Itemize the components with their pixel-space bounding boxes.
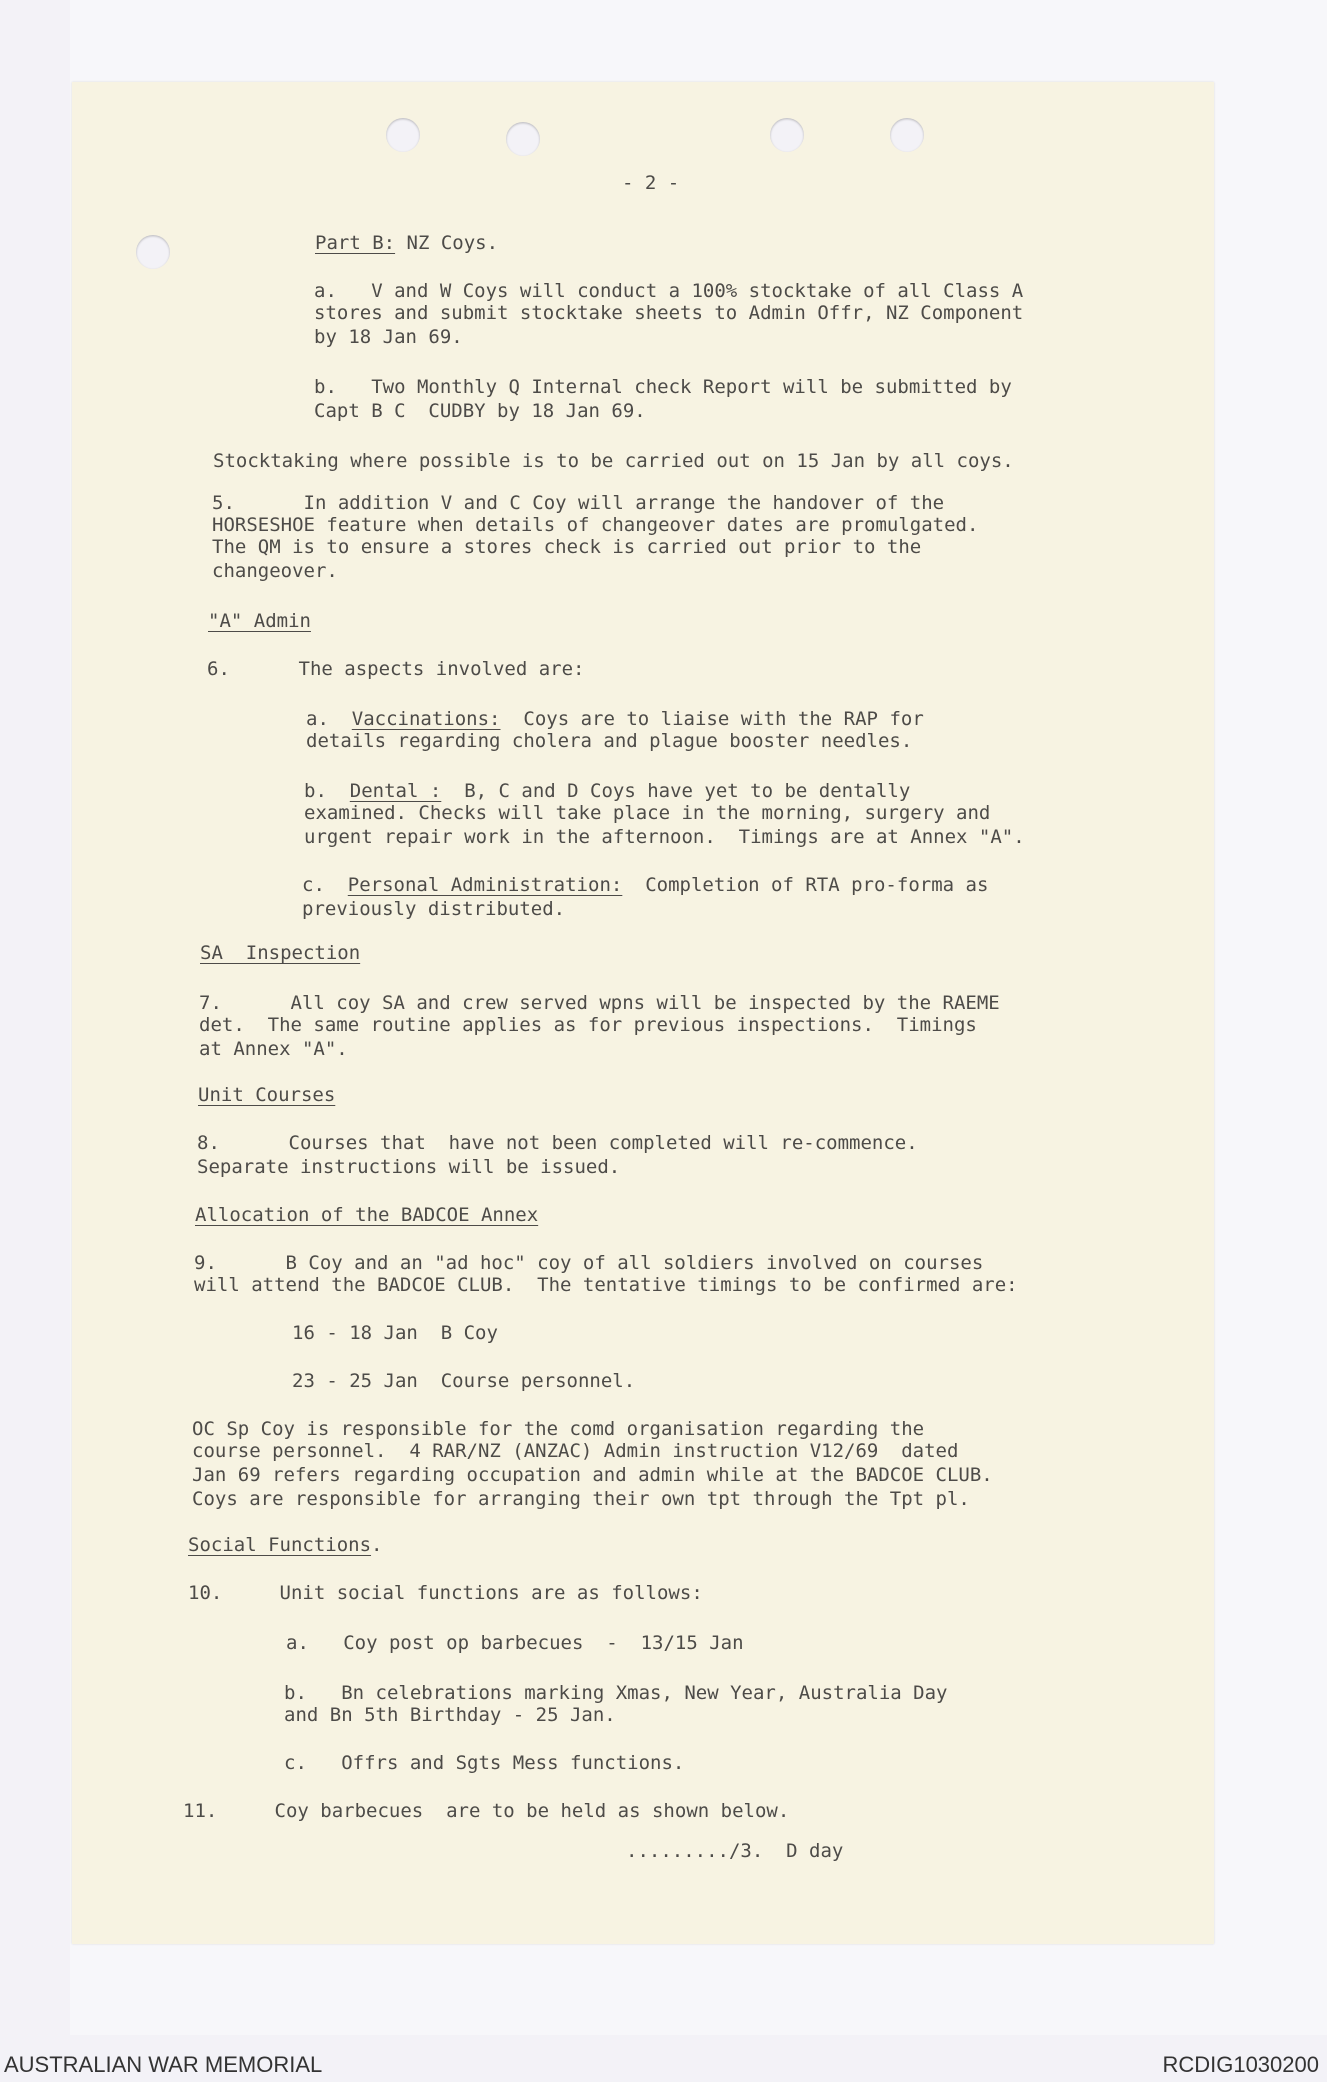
para-7-line: 7. All coy SA and crew served wpns will be inspected by the RAEME (199, 992, 1000, 1014)
continuation-marker: ........./3. D day (626, 1840, 844, 1862)
social-item-b-line: b. Bn celebrations marking Xmas, New Year, Australia Day (284, 1682, 948, 1704)
para-11: 11. Coy barbecues are to be held as shown below. (183, 1800, 790, 1822)
oc-sp-coy-line: Jan 69 refers regarding occupation and admin while at the BADCOE CLUB. (192, 1464, 993, 1486)
part-b-item-b-line: b. Two Monthly Q Internal check Report will be submitted by (314, 376, 1012, 398)
para-10: 10. Unit social functions are as follows: (188, 1582, 703, 1604)
dental-line: b. Dental : B, C and D Coys have yet to be dentally (304, 780, 911, 802)
vaccinations-line: details regarding cholera and plague booster needles. (306, 730, 913, 752)
social-functions-heading: Social Functions. (188, 1534, 383, 1556)
sa-inspection-heading: SA Inspection (200, 942, 361, 964)
a-admin-heading: "A" Admin (208, 610, 311, 632)
unit-courses-heading: Unit Courses (198, 1084, 336, 1106)
para-9-line: will attend the BADCOE CLUB. The tentative timings to be confirmed are: (194, 1274, 1018, 1296)
timing-b-coy: 16 - 18 Jan B Coy (292, 1322, 498, 1344)
footer-institution: AUSTRALIAN WAR MEMORIAL (4, 2052, 323, 2077)
personal-admin-line: previously distributed. (302, 898, 566, 920)
social-item-b-line: and Bn 5th Birthday - 25 Jan. (284, 1704, 616, 1726)
oc-sp-coy-line: OC Sp Coy is responsible for the comd organisation regarding the (192, 1418, 925, 1440)
page-number: - 2 - (622, 172, 680, 194)
para-5-line: changeover. (212, 560, 338, 582)
part-b-item-a-line: a. V and W Coys will conduct a 100% stocktake of all Class A (314, 280, 1024, 302)
part-b-item-a-line: stores and submit stocktake sheets to Admin Offr, NZ Component (314, 302, 1024, 324)
footer-record-id: RCDIG1030200 (1162, 2052, 1319, 2077)
part-b-item-a-line: by 18 Jan 69. (314, 326, 463, 348)
stocktaking-sentence: Stocktaking where possible is to be carried out on 15 Jan by all coys. (213, 450, 1014, 472)
para-8-line: Separate instructions will be issued. (197, 1156, 621, 1178)
part-b-item-b-line: Capt B C CUDBY by 18 Jan 69. (314, 400, 646, 422)
para-5-line: The QM is to ensure a stores check is carried out prior to the (212, 536, 922, 558)
social-item-c: c. Offrs and Sgts Mess functions. (284, 1752, 685, 1774)
para-7-line: det. The same routine applies as for previous inspections. Timings (199, 1014, 977, 1036)
dental-line: urgent repair work in the afternoon. Timings are at Annex "A". (304, 826, 1025, 848)
timing-course-personnel: 23 - 25 Jan Course personnel. (292, 1370, 636, 1392)
punch-hole (136, 235, 170, 269)
part-b-heading: Part B: NZ Coys. (315, 232, 499, 254)
punch-hole (386, 118, 420, 152)
para-5-line: 5. In addition V and C Coy will arrange the handover of the (212, 492, 945, 514)
para-6: 6. The aspects involved are: (207, 658, 585, 680)
punch-hole (506, 122, 540, 156)
punch-hole (770, 118, 804, 152)
para-8-line: 8. Courses that have not been completed will re-commence. (197, 1132, 918, 1154)
para-7-line: at Annex "A". (199, 1038, 348, 1060)
oc-sp-coy-line: course personnel. 4 RAR/NZ (ANZAC) Admin instruction V12/69 dated (192, 1440, 959, 1462)
para-9-line: 9. B Coy and an "ad hoc" coy of all soldiers involved on courses (194, 1252, 984, 1274)
badcoe-heading: Allocation of the BADCOE Annex (195, 1204, 539, 1226)
para-5-line: HORSESHOE feature when details of changeover dates are promulgated. (212, 514, 979, 536)
personal-admin-line: c. Personal Administration: Completion of RTA pro-forma as (302, 874, 989, 896)
oc-sp-coy-line: Coys are responsible for arranging their own tpt through the Tpt pl. (192, 1488, 970, 1510)
punch-hole (890, 118, 924, 152)
social-item-a: a. Coy post op barbecues - 13/15 Jan (286, 1632, 744, 1654)
vaccinations-line: a. Vaccinations: Coys are to liaise with the RAP for (306, 708, 924, 730)
dental-line: examined. Checks will take place in the morning, surgery and (304, 802, 991, 824)
